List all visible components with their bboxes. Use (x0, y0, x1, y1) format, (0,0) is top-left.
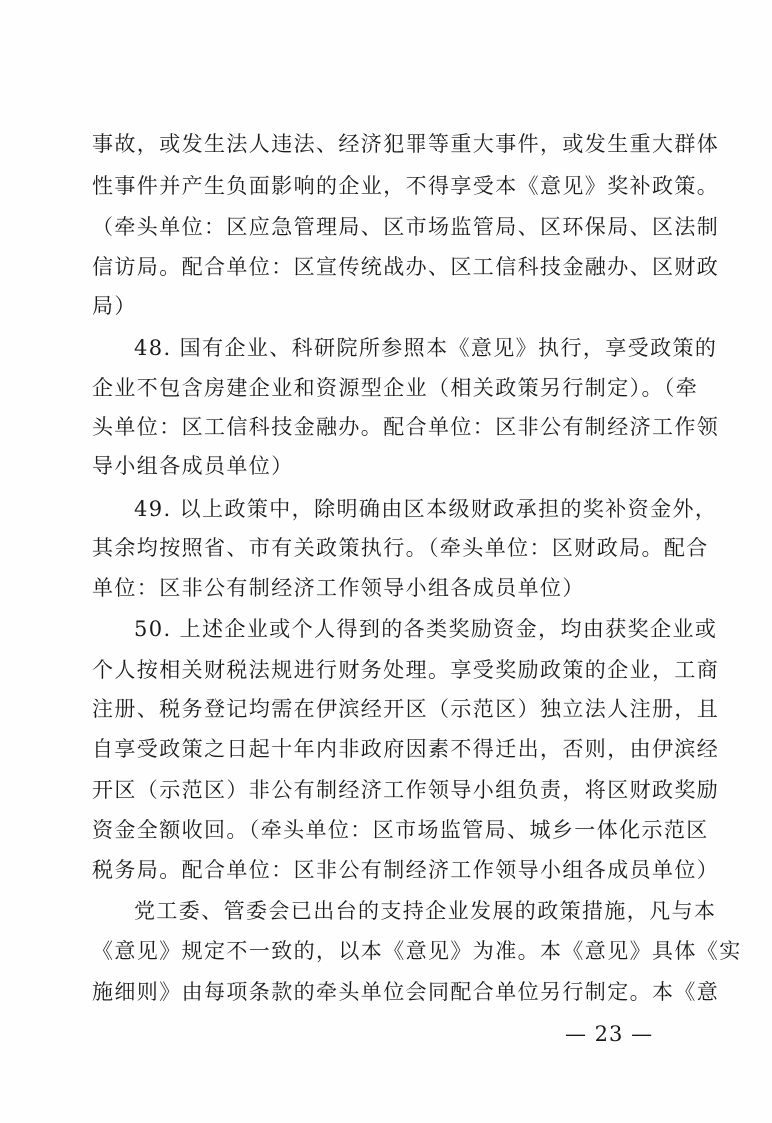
text-line: 施细则》由每项条款的牵头单位会同配合单位另行制定。本《意 (92, 980, 720, 1004)
text-line: 49. 以上政策中，除明确由区本级财政承担的奖补资金外， (134, 497, 718, 521)
text-line: 信访局。配合单位：区宣传统战办、区工信科技金融办、区财政 (92, 255, 720, 279)
text-line: 事故，或发生法人违法、经济犯罪等重大事件，或发生重大群体 (92, 132, 720, 156)
text-line: 头单位：区工信科技金融办。配合单位：区非公有制经济工作领 (92, 415, 720, 439)
page-number: — 23 — (565, 1022, 654, 1046)
text-line: 资金全额收回。（牵头单位：区市场监管局、城乡一体化示范区 (92, 818, 709, 842)
text-line: （牵头单位：区应急管理局、区市场监管局、区环保局、区法制 (92, 215, 720, 239)
text-line: 48. 国有企业、科研院所参照本《意见》执行，享受政策的 (134, 336, 718, 360)
text-line: 单位：区非公有制经济工作领导小组各成员单位） (92, 576, 585, 600)
text-line: 《意见》规定不一致的，以本《意见》为准。本《意见》具体《实 (92, 939, 742, 963)
text-line: 企业不包含房建企业和资源型企业（相关政策另行制定）。（牵 (92, 376, 699, 400)
text-line: 自享受政策之日起十年内非政府因素不得迁出，否则，由伊滨经 (92, 737, 720, 761)
text-line: 个人按相关财税法规进行财务处理。享受奖励政策的企业，工商 (92, 658, 720, 682)
text-line: 局） (92, 294, 137, 318)
text-line: 党工委、管委会已出台的支持企业发展的政策措施，凡与本 (134, 899, 717, 923)
text-line: 性事件并产生负面影响的企业，不得享受本《意见》奖补政策。 (92, 174, 720, 198)
text-line: 50. 上述企业或个人得到的各类奖励资金，均由获奖企业或 (134, 617, 718, 641)
text-line: 税务局。配合单位：区非公有制经济工作领导小组各成员单位） (92, 858, 720, 882)
text-line: 导小组各成员单位） (92, 454, 294, 478)
text-line: 其余均按照省、市有关政策执行。（牵头单位：区财政局。配合 (92, 536, 709, 560)
text-line: 注册、税务登记均需在伊滨经开区（示范区）独立法人注册，且 (92, 697, 720, 721)
text-line: 开区（示范区）非公有制经济工作领导小组负责，将区财政奖励 (92, 778, 720, 802)
